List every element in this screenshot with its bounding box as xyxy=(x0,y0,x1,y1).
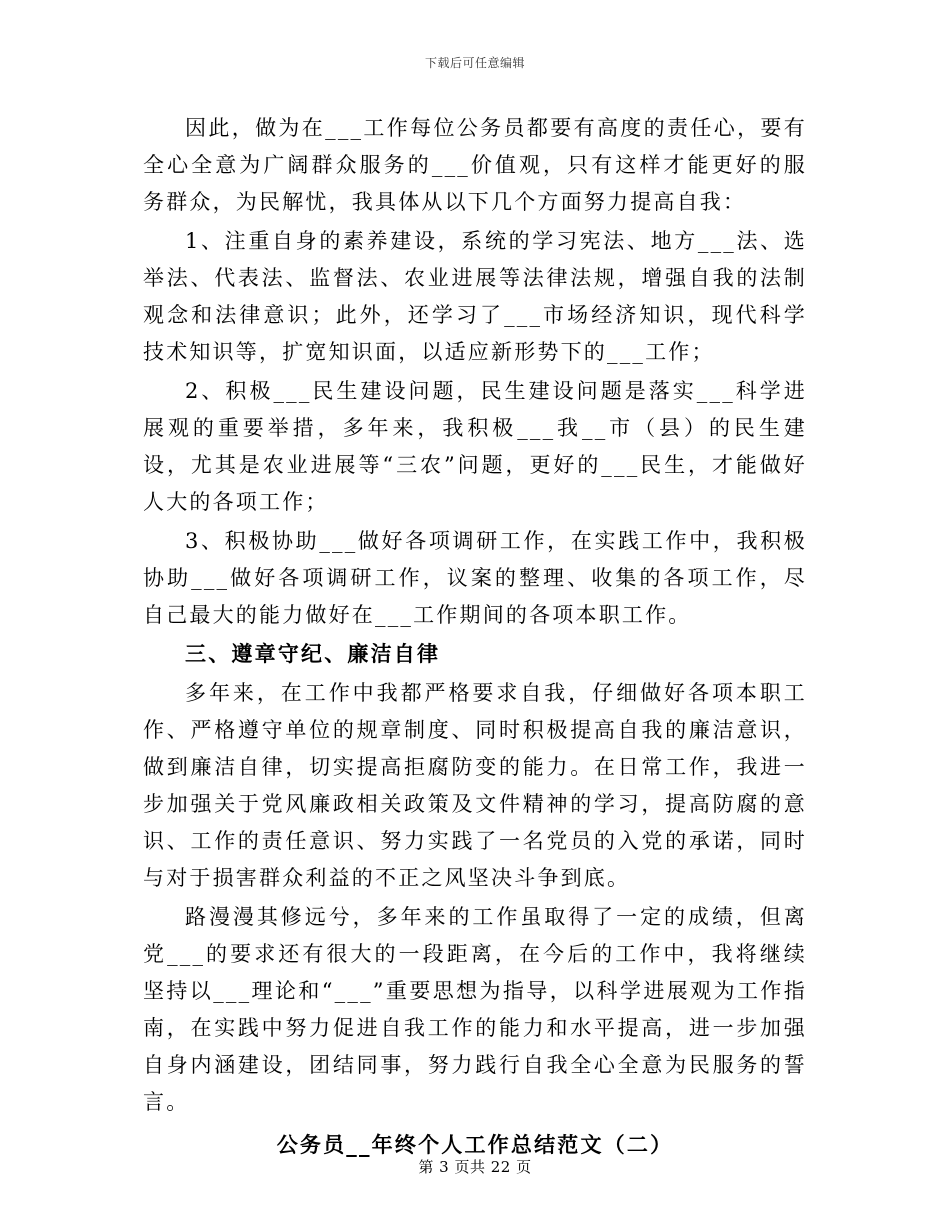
section-heading: 三、遵章守纪、廉洁自律 xyxy=(185,642,441,666)
paragraph-item-1: 1、注重自身的素养建设，系统的学习宪法、地方___法、选举法、代表法、监督法、农业进展等法律法规，增强自我的法制观念和法律意识；此外，还学习了___市场经济知识，现代科学技术知识等，扩宽知识面，以适应新形势下的___工作； xyxy=(143,229,807,364)
paragraph-conclusion: 路漫漫其修远兮，多年来的工作虽取得了一定的成绩，但离党___的要求还有很大的一段距离，在今后的工作中，我将继续坚持以___理论和“___”重要思想为指导，以科学进展观为工作指南，在实践中努力促进自我工作的能力和水平提高，进一步加强自身内涵建设，团结同事，努力践行自我全心全意为民服务的誓言。 xyxy=(143,905,807,1114)
paragraph-intro: 因此，做为在___工作每位公务员都要有高度的责任心，要有全心全意为广阔群众服务的___价值观，只有这样才能更好的服务群众，为民解忧，我具体从以下几个方面努力提高自我： xyxy=(143,116,807,214)
page-header: 下载后可任意编辑 xyxy=(424,56,525,70)
paragraph-discipline: 多年来，在工作中我都严格要求自我，仔细做好各项本职工作、严格遵守单位的规章制度、同时积极提高自我的廉洁意识，做到廉洁自律，切实提高拒腐防变的能力。在日常工作，我进一步加强关于党风廉政相关政策及文件精神的学习，提高防腐的意识、工作的责任意识、努力实践了一名党员的入党的承诺，同时与对于损害群众利益的不正之风坚决斗争到底。 xyxy=(143,681,807,890)
next-document-title: 公务员__年终个人工作总结范文（二） xyxy=(276,1133,674,1157)
paragraph-item-2: 2、积极___民生建设问题，民生建设问题是落实___科学进展观的重要举措，多年来，我积极___我__市（县）的民生建设，尤其是农业进展等“三农”问题，更好的___民生，才能做好人大的各项工作； xyxy=(143,379,807,514)
paragraph-item-3: 3、积极协助___做好各项调研工作，在实践工作中，我积极协助___做好各项调研工作，议案的整理、收集的各项工作，尽自己最大的能力做好在___工作期间的各项本职工作。 xyxy=(143,529,807,627)
document-body xyxy=(143,110,807,1165)
page-footer: 第 3 页共 22 页 xyxy=(418,1158,532,1176)
